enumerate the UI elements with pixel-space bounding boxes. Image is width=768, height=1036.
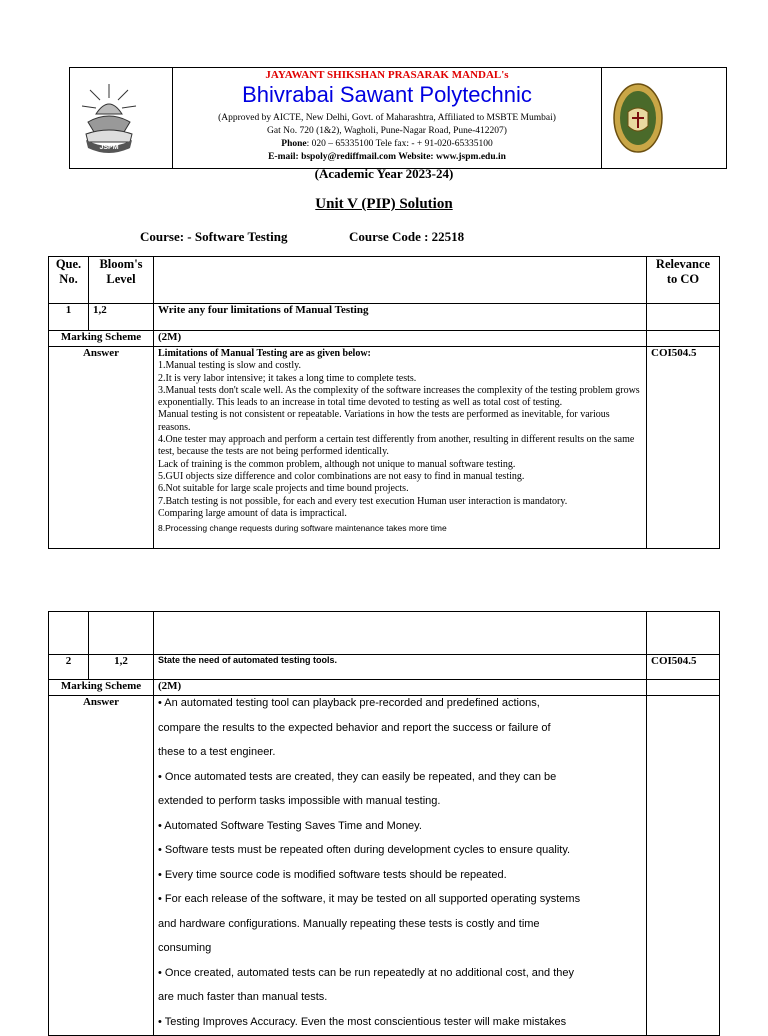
course-name: Course: - Software Testing: [140, 229, 288, 244]
logo-text: JSPM: [99, 144, 119, 151]
answer-line: • Every time source code is modified software tests should be repeated.: [158, 868, 507, 881]
blooms-level: 1,2: [89, 655, 154, 680]
blooms-level-header: Bloom's Level: [89, 257, 154, 304]
relevance-co-header: Relevance to CO: [647, 257, 720, 304]
phone-text: [172, 139, 602, 149]
marking-scheme-label: Marking Scheme: [49, 331, 154, 347]
co-value: COI504.5: [647, 655, 720, 680]
answer-line: 6.Not suitable for large scale projects and time bound projects.: [158, 483, 409, 495]
email-text: E-mail: bspoly@rediffmail.com Website: www.jspm.edu.in: [268, 152, 506, 162]
marking-value: (2M): [154, 680, 647, 696]
unit-title: Unit V (PIP) Solution: [315, 196, 453, 212]
answer-line: 4.One tester may approach and perform a certain test differently from another, resulting in different results on the same test, because the tests are not being performed identically.: [158, 434, 635, 458]
answer-line: Comparing large amount of data is impractical.: [158, 507, 347, 519]
answer-line: • Once created, automated tests can be run repeatedly at no additional cost, and they: [158, 966, 575, 979]
answer-line: 7.Batch testing is not possible, for each and every test execution Human user interaction is mandatory.: [158, 495, 568, 507]
question-number: 1: [49, 304, 89, 331]
answer-line: 3.Manual tests don't scale well. As the complexity of the software increases the complexity of the testing problem grows exponentially. This leads to an increase in total time devoted to testing as well as total cost of testing.: [158, 384, 640, 409]
co-value: COI504.5: [647, 347, 720, 549]
answer-line: these to a test engineer.: [158, 746, 276, 758]
college-name: Bhivrabai Sawant Polytechnic: [242, 82, 532, 107]
answer-line: compare the results to the expected behavior and report the success or failure of: [158, 721, 551, 734]
college-seal-icon: [612, 82, 664, 154]
answer-label: Answer: [49, 347, 154, 549]
marking-co-blank: [647, 680, 720, 696]
blank-cell: [89, 612, 154, 655]
org-name: JAYAWANT SHIKSHAN PRASARAK MANDAL's: [265, 69, 509, 81]
answer-line: Manual testing is not consistent or repeatable. Variations in how the tests are performed as inevitable, for various reasons.: [158, 409, 610, 433]
answer-label: Answer: [49, 696, 154, 1036]
blank-cell: [154, 612, 647, 655]
question-text: State the need of automated testing tools.: [154, 655, 647, 680]
academic-year: (Academic Year 2023-24): [314, 166, 454, 181]
answer-line: • For each release of the software, it may be tested on all supported operating systems: [158, 893, 581, 905]
answer-line-last: 8.Processing change requests during software maintenance takes more time: [158, 523, 447, 534]
jspm-logo: [78, 82, 140, 156]
course-code: Course Code : 22518: [349, 229, 465, 244]
answer-line: extended to perform tasks impossible with manual testing.: [158, 795, 441, 807]
answer-line: are much faster than manual tests.: [158, 991, 328, 1003]
blank-cell: [647, 612, 720, 655]
answer-line: • Automated Software Testing Saves Time and Money.: [158, 819, 422, 832]
answer-line: 5.GUI objects size difference and color combinations are not easy to find in manual testing.: [158, 470, 525, 482]
question-number: 2: [49, 655, 89, 680]
answer-line: and hardware configurations. Manually repeating these tests is costly and time: [158, 917, 540, 930]
address-text: Gat No. 720 (1&2), Wagholi, Pune-Nagar Road, Pune-412207): [267, 126, 507, 136]
header-blank-cell: [154, 257, 647, 304]
question-2-table: [48, 611, 720, 1036]
blank-cell: [49, 612, 89, 655]
marking-co-blank: [647, 331, 720, 347]
marking-value: (2M): [154, 331, 647, 347]
answer-line: • Once automated tests are created, they can easily be repeated, and they can be: [158, 770, 557, 783]
answer-line: • An automated testing tool can playback pre-recorded and predefined actions,: [158, 697, 540, 709]
co-blank-cell: [647, 304, 720, 331]
approval-text: (Approved by AICTE, New Delhi, Govt. of Maharashtra, Affiliated to MSBTE Mumbai): [218, 113, 556, 123]
blooms-level: 1,2: [89, 304, 154, 331]
marking-scheme-label: Marking Scheme: [49, 680, 154, 696]
answer-line: 1.Manual testing is slow and costly.: [158, 360, 301, 372]
phone-value: : 020 – 65335100 Tele fax: - + 91-020-65335100: [306, 139, 493, 149]
answer-body: [154, 696, 647, 1036]
question-1-table: [48, 256, 720, 549]
answer-line: • Software tests must be repeated often during development cycles to ensure quality.: [158, 844, 571, 856]
phone-label: Phone: [281, 139, 307, 149]
answer-line: 2.It is very labor intensive; it takes a long time to complete tests.: [158, 372, 417, 384]
answer-body: [154, 347, 647, 549]
que-no-header: Que. No.: [49, 257, 89, 304]
co-blank-cell: [647, 696, 720, 1036]
answer-line: • Testing Improves Accuracy. Even the most conscientious tester will make mistakes: [158, 1015, 567, 1028]
answer-line: consuming: [158, 942, 212, 954]
question-text: Write any four limitations of Manual Testing: [154, 304, 647, 331]
answer-title: Limitations of Manual Testing are as given below:: [158, 348, 371, 359]
answer-line: Lack of training is the common problem, although not unique to manual software testing.: [158, 458, 516, 470]
